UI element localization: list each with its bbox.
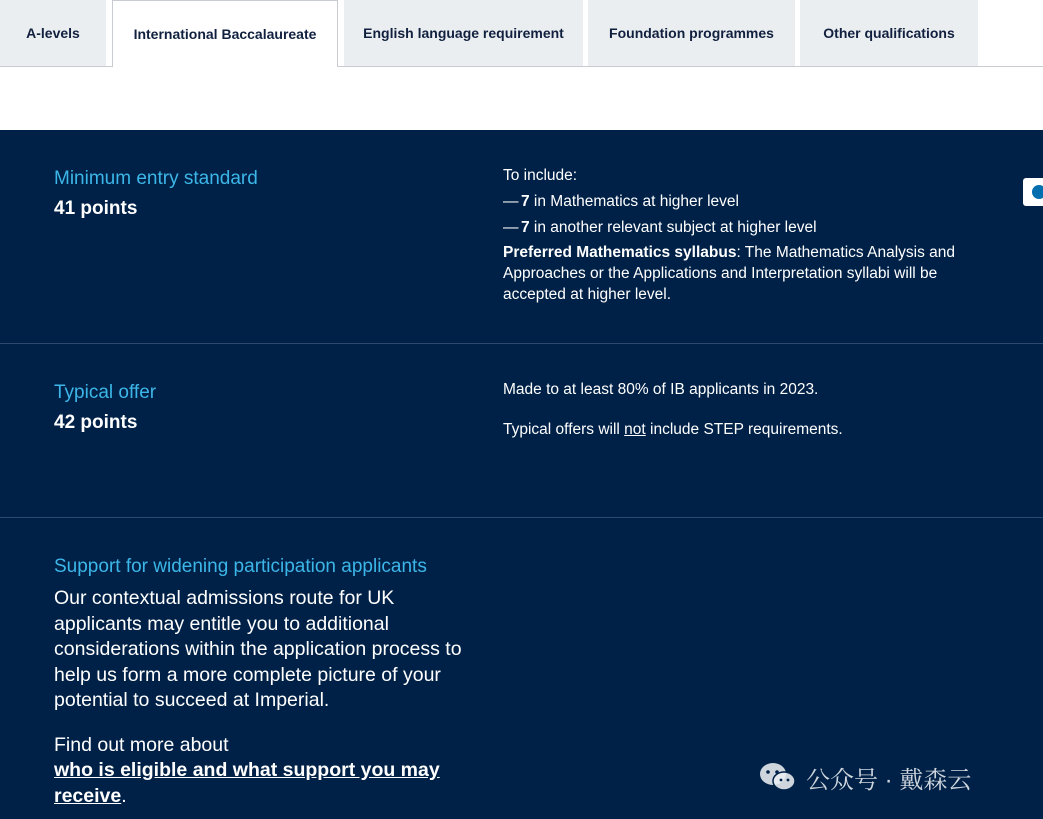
- find-out-more: Find out more about who is eligible and what support you may receive.: [54, 733, 440, 807]
- tab-international-baccalaureate[interactable]: International Baccalaureate: [112, 0, 338, 67]
- step-note: Typical offers will not include STEP requirements.: [503, 421, 843, 438]
- requirement-item: — 7 in another relevant subject at higher level: [503, 219, 817, 236]
- watermark-text: 公众号 · 戴森云: [806, 766, 972, 794]
- widening-participation-body: [54, 586, 484, 809]
- typical-offer-label: Typical offer: [54, 382, 157, 403]
- dash-icon: —: [503, 193, 519, 210]
- typical-offer-details: [503, 379, 973, 440]
- tab-other-qualifications[interactable]: Other qualifications: [800, 0, 978, 66]
- info-icon: [1032, 185, 1043, 199]
- to-include-text: To include:: [503, 167, 578, 184]
- tab-english-language-requirement[interactable]: English language requirement: [344, 0, 583, 66]
- requirement-item: — 7 in Mathematics at higher level: [503, 193, 739, 210]
- eligibility-support-link[interactable]: who is eligible and what support you may receive: [54, 759, 440, 807]
- dash-icon: —: [503, 219, 519, 236]
- feedback-side-button[interactable]: [1023, 178, 1043, 206]
- contextual-admissions-text: Our contextual admissions route for UK applicants may entitle you to additional considerations within the application process to help us form a more complete picture of your potential to succeed at Imperial.: [54, 587, 462, 711]
- wechat-icon: [758, 761, 798, 793]
- widening-participation-label: Support for widening participation applicants: [54, 556, 427, 577]
- tab-a-levels[interactable]: A-levels: [0, 0, 106, 66]
- row-divider: [0, 343, 1043, 344]
- ib-applicants-note: Made to at least 80% of IB applicants in 2023.: [503, 381, 819, 398]
- minimum-entry-label: Minimum entry standard: [54, 168, 258, 189]
- minimum-entry-details: [503, 165, 973, 305]
- row-divider: [0, 517, 1043, 518]
- minimum-entry-value: 41 points: [54, 198, 138, 219]
- watermark: [758, 760, 971, 794]
- typical-offer-value: 42 points: [54, 412, 138, 433]
- syllabus-note: Preferred Mathematics syllabus: The Mathematics Analysis and Approaches or the Applications and Interpretation syllabi will be accepted at higher level.: [503, 244, 956, 303]
- qualification-tabs: [0, 0, 1043, 67]
- requirements-panel: [0, 130, 1043, 819]
- tab-foundation-programmes[interactable]: Foundation programmes: [588, 0, 795, 66]
